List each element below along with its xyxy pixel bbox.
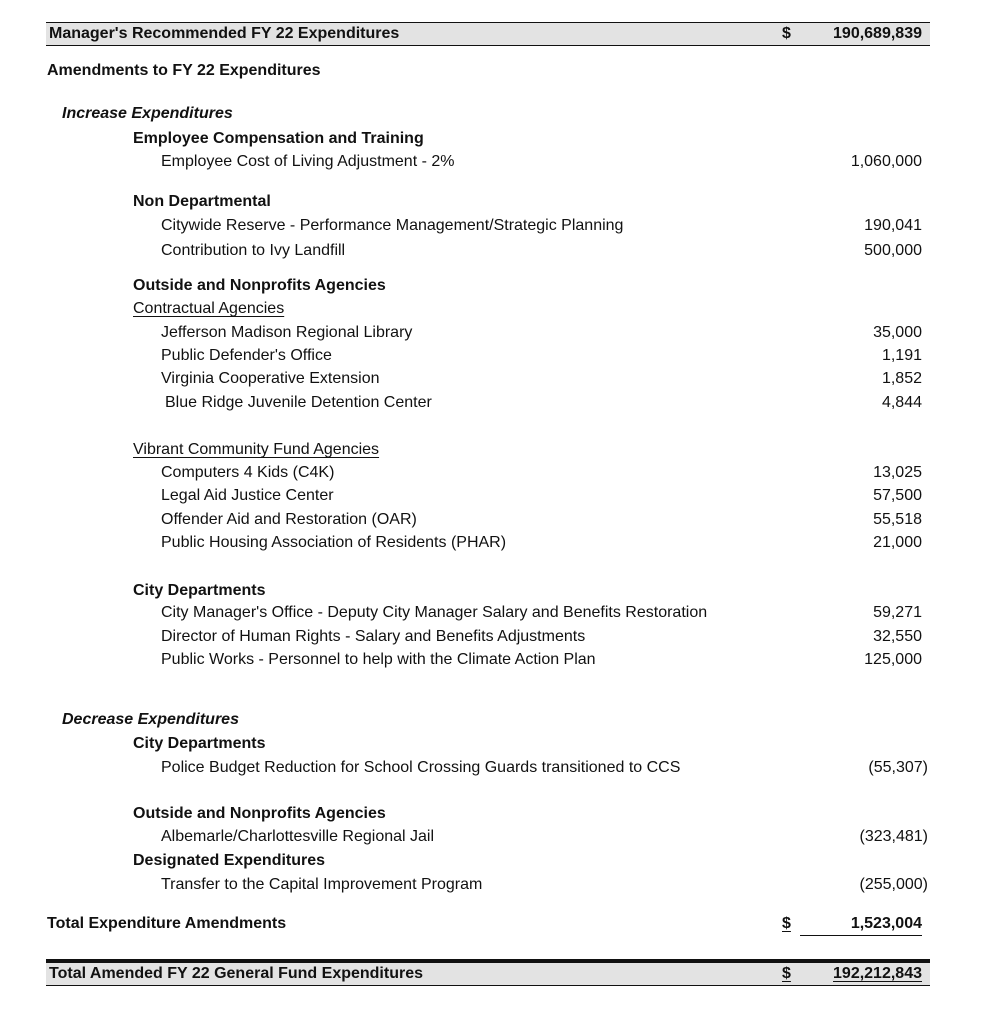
- decrease-heading-row: [0, 709, 984, 731]
- recommended-currency: $: [782, 25, 791, 42]
- table-row: [0, 151, 984, 173]
- total-amended-value: 192,212,843: [833, 965, 922, 982]
- total-amendments-row: [0, 913, 984, 935]
- line-item-value: 35,000: [873, 324, 922, 341]
- line-item-value: (323,481): [859, 828, 928, 845]
- contractual-heading-row: [0, 298, 984, 320]
- table-row: [0, 626, 984, 648]
- line-item-label: Blue Ridge Juvenile Detention Center: [165, 394, 432, 411]
- total-amended-row: [46, 959, 930, 986]
- line-item-label: Jefferson Madison Regional Library: [161, 324, 413, 341]
- line-item-label: Albemarle/Charlottesville Regional Jail: [161, 828, 435, 845]
- line-item-value: 500,000: [864, 242, 922, 259]
- line-item-label: Citywide Reserve - Performance Management/Strategic Planning: [161, 217, 624, 234]
- line-item-label: City Manager's Office - Deputy City Manager Salary and Benefits Restoration: [161, 604, 708, 621]
- amendments-heading-row: [0, 60, 984, 82]
- line-item-value: 1,191: [881, 347, 922, 364]
- table-row: [0, 345, 984, 367]
- line-item-label: Police Budget Reduction for School Crossing Guards transitioned to CCS: [161, 759, 681, 776]
- vibrant-title: Vibrant Community Fund Agencies: [133, 441, 380, 458]
- outside-title: Outside and Nonprofits Agencies: [133, 277, 386, 294]
- table-row: [0, 509, 984, 531]
- non-departmental-heading-row: [0, 191, 984, 213]
- employee-heading-row: [0, 128, 984, 150]
- increase-title: Increase Expenditures: [62, 105, 233, 122]
- line-item-value: 21,000: [873, 534, 922, 551]
- line-item-value: (255,000): [859, 876, 928, 893]
- decrease-title: Decrease Expenditures: [62, 711, 239, 728]
- line-item-label: Legal Aid Justice Center: [161, 487, 334, 504]
- city-departments-title: City Departments: [133, 582, 266, 599]
- line-item-value: 1,060,000: [850, 153, 922, 170]
- line-item-label: Director of Human Rights - Salary and Benefits Adjustments: [161, 628, 586, 645]
- line-item-value: 1,852: [881, 370, 922, 387]
- line-item-value: 55,518: [873, 511, 922, 528]
- table-row: [0, 392, 984, 414]
- total-amended-currency: $: [782, 965, 791, 982]
- table-row: [0, 532, 984, 554]
- line-item-value: 59,271: [873, 604, 922, 621]
- table-row: [0, 322, 984, 344]
- line-item-label: Public Defender's Office: [161, 347, 332, 364]
- table-row: [0, 649, 984, 671]
- decrease-city-departments-heading-row: [0, 733, 984, 755]
- designated-title: Designated Expenditures: [133, 852, 326, 869]
- employee-title: Employee Compensation and Training: [133, 130, 424, 147]
- line-item-label: Contribution to Ivy Landfill: [161, 242, 346, 259]
- decrease-outside-title: Outside and Nonprofits Agencies: [133, 805, 386, 822]
- decrease-outside-heading-row: [0, 803, 984, 825]
- vibrant-heading-row: [0, 439, 984, 461]
- contractual-title: Contractual Agencies: [133, 300, 285, 317]
- table-row: [0, 485, 984, 507]
- table-row: [0, 215, 984, 237]
- city-departments-heading-row: [0, 580, 984, 602]
- line-item-label: Public Works - Personnel to help with the Climate Action Plan: [161, 651, 596, 668]
- recommended-expenditures-value: 190,689,839: [833, 25, 922, 42]
- total-amendments-label: Total Expenditure Amendments: [47, 915, 287, 932]
- table-row: [0, 874, 984, 896]
- designated-heading-row: [0, 850, 984, 872]
- line-item-value: 125,000: [864, 651, 922, 668]
- line-item-label: Transfer to the Capital Improvement Program: [161, 876, 483, 893]
- amendments-title: Amendments to FY 22 Expenditures: [47, 62, 321, 79]
- outside-heading-row: [0, 275, 984, 297]
- line-item-value: 13,025: [873, 464, 922, 481]
- total-amendments-currency: $: [782, 915, 791, 932]
- line-item-label: Offender Aid and Restoration (OAR): [161, 511, 417, 528]
- table-row: [0, 757, 984, 779]
- non-departmental-title: Non Departmental: [133, 193, 271, 210]
- line-item-value: 57,500: [873, 487, 922, 504]
- line-item-value: (55,307): [868, 759, 928, 776]
- table-row: [0, 462, 984, 484]
- line-item-value: 32,550: [873, 628, 922, 645]
- recommended-expenditures-row: [46, 22, 930, 46]
- total-amendments-value: 1,523,004: [800, 913, 922, 936]
- decrease-city-departments-title: City Departments: [133, 735, 266, 752]
- total-amended-label: Total Amended FY 22 General Fund Expenditures: [49, 965, 423, 982]
- line-item-label: Employee Cost of Living Adjustment - 2%: [161, 153, 455, 170]
- line-item-label: Virginia Cooperative Extension: [161, 370, 380, 387]
- line-item-value: 4,844: [881, 394, 922, 411]
- table-row: [0, 240, 984, 262]
- increase-heading-row: [0, 103, 984, 125]
- table-row: [0, 368, 984, 390]
- line-item-label: Public Housing Association of Residents (PHAR): [161, 534, 507, 551]
- recommended-expenditures-label: Manager's Recommended FY 22 Expenditures: [49, 25, 400, 42]
- line-item-value: 190,041: [864, 217, 922, 234]
- table-row: [0, 826, 984, 848]
- table-row: [0, 602, 984, 624]
- line-item-label: Computers 4 Kids (C4K): [161, 464, 335, 481]
